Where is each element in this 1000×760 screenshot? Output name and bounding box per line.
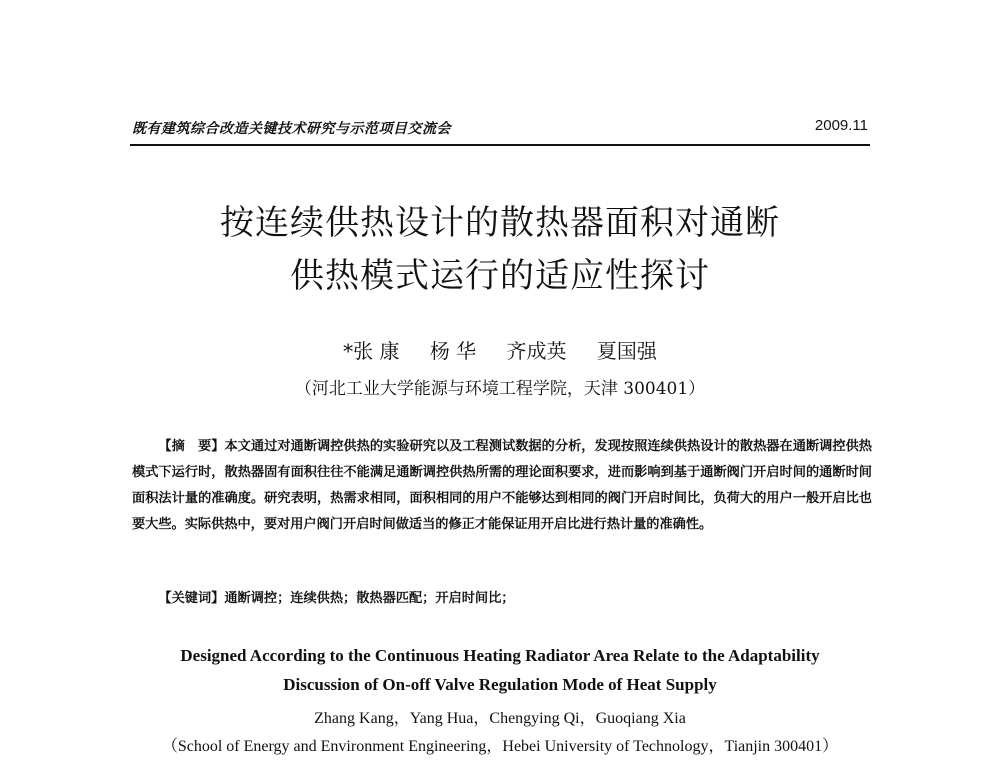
author-list <box>0 335 1000 364</box>
author-name: 杨 华 <box>429 339 477 363</box>
author-name: 夏国强 <box>596 339 657 363</box>
keywords-text: 通断调控；连续供热；散热器匹配；开启时间比； <box>224 591 515 606</box>
running-header <box>130 118 870 142</box>
abstract-label: 【摘 要】 <box>158 439 225 454</box>
conference-name: 既有建筑综合改造关键技术研究与示范项目交流会 <box>132 121 451 137</box>
english-title-line-2: Discussion of On-off Valve Regulation Mode of Heat Supply <box>283 675 717 694</box>
paper-title-line-1: 按连续供热设计的散热器面积对通断 <box>220 203 780 243</box>
abstract-text: 本文通过对通断调控供热的实验研究以及工程测试数据的分析，发现按照连续供热设计的散热器在通断调控供热模式下运行时，散热器固有面积往往不能满足通断调控供热所需的理论面积要求，进而影响到基于通断阀门开启时间的通断时间面积法计量的准确度。研究表明，热需求相同，面积相同的用户不能够达到相同的阀门开启时间比，负荷大的用户一般开启比也要大些。实际供热中，要对用户阀门开启时间做适当的修正才能保证用开启比进行热计量的准确性。 <box>132 439 872 532</box>
keywords-label: 【关键词】 <box>158 591 225 606</box>
author-name: 齐成英 <box>506 339 567 363</box>
paper-title-line-2: 供热模式运行的适应性探讨 <box>290 256 710 296</box>
english-title-line-1: Designed According to the Continuous Heating Radiator Area Relate to the Adaptability <box>180 646 820 665</box>
issue-date: 2009.11 <box>814 117 868 134</box>
english-authors: Zhang Kang，Yang Hua，Chengying Qi，Guoqiang Xia <box>314 710 686 727</box>
english-affiliation: （School of Energy and Environment Engineering，Hebei University of Technology，Tianjin 300401） <box>161 738 839 755</box>
header-divider <box>130 144 870 146</box>
author-affiliation: （河北工业大学能源与环境工程学院，天津 300401） <box>294 379 706 399</box>
keywords <box>132 587 872 606</box>
author-name: *张 康 <box>343 339 400 363</box>
abstract <box>132 434 872 538</box>
